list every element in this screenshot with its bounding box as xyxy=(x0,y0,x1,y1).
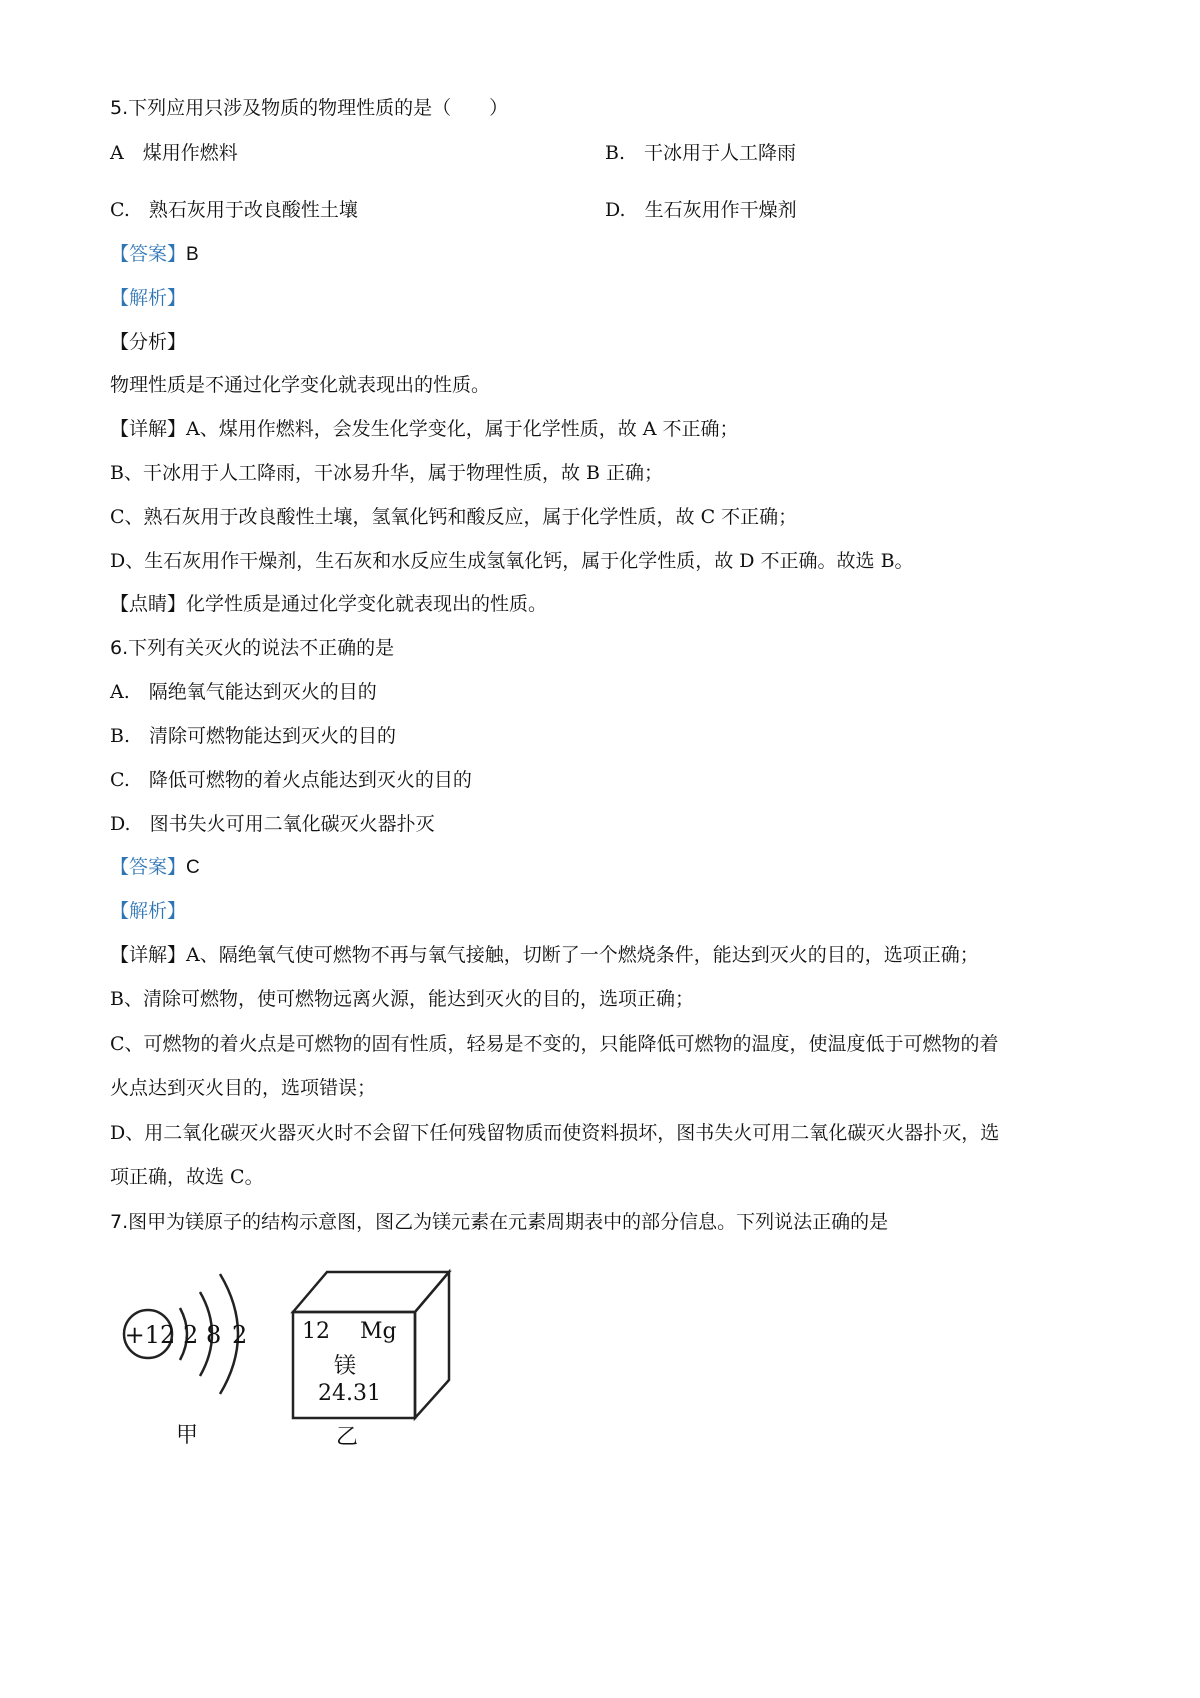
answer-value: B xyxy=(186,244,199,265)
q6-option-d: D. 图书失火可用二氧化碳灭火器扑灭 xyxy=(110,813,435,835)
detail-line: B、干冰用于人工降雨，干冰易升华，属于物理性质，故 B 正确； xyxy=(110,462,664,484)
cube-top-face xyxy=(293,1272,449,1312)
answer-tag: 【答案】 xyxy=(110,856,187,878)
analysis-heading: 【分析】 xyxy=(110,331,187,353)
figure-label-yi: 乙 xyxy=(336,1425,359,1450)
tip-line: 【点睛】化学性质是通过化学变化就表现出的性质。 xyxy=(110,593,548,615)
q6-option-a: A. 隔绝氧气能达到灭火的目的 xyxy=(110,681,377,703)
detail-line: 【详解】A、煤用作燃料，会发生化学变化，属于化学性质，故 A 不正确； xyxy=(110,418,739,440)
element-name: 镁 xyxy=(334,1354,357,1379)
nucleus-charge: +12 xyxy=(124,1321,176,1349)
q6-stem: 6.下列有关灭火的说法不正确的是 xyxy=(110,637,395,659)
atomic-number: 12 xyxy=(302,1319,330,1344)
answer-value: C xyxy=(186,857,200,878)
analysis-text: 物理性质是不通过化学变化就表现出的性质。 xyxy=(110,374,491,396)
q6-option-c: C. 降低可燃物的着火点能达到灭火的目的 xyxy=(110,769,472,791)
analysis-tag: 【解析】 xyxy=(110,287,187,309)
shell-electrons: 2 xyxy=(183,1321,199,1349)
q6-option-b: B. 清除可燃物能达到灭火的目的 xyxy=(110,725,397,747)
q5-option-b: B. 干冰用于人工降雨 xyxy=(605,142,797,164)
answer-tag: 【答案】 xyxy=(110,243,187,265)
q7-stem: 7.图甲为镁原子的结构示意图，图乙为镁元素在元素周期表中的部分信息。下列说法正确的是 xyxy=(110,1211,889,1233)
detail-line: C、熟石灰用于改良酸性土壤，氢氧化钙和酸反应，属于化学性质，故 C 不正确； xyxy=(110,506,798,528)
detail-line: B、清除可燃物，使可燃物远离火源，能达到灭火的目的，选项正确； xyxy=(110,988,694,1010)
shell-electrons: 2 xyxy=(232,1321,248,1349)
q5-option-d: D. 生石灰用作干燥剂 xyxy=(605,199,797,221)
figure-label-jia: 甲 xyxy=(176,1423,199,1448)
detail-line: 火点达到灭火目的，选项错误； xyxy=(110,1077,377,1099)
detail-line: C、可燃物的着火点是可燃物的固有性质，轻易是不变的，只能降低可燃物的温度，使温度低于可燃物的着 xyxy=(110,1033,999,1055)
q5-stem: 5.下列应用只涉及物质的物理性质的是（ ） xyxy=(110,97,509,119)
q5-option-c: C. 熟石灰用于改良酸性土壤 xyxy=(110,199,358,221)
detail-line: D、生石灰用作干燥剂，生石灰和水反应生成氢氧化钙，属于化学性质，故 D 不正确。故选 B。 xyxy=(110,550,914,572)
q5-option-a: A 煤用作燃料 xyxy=(110,142,238,164)
detail-line: 项正确，故选 C。 xyxy=(110,1166,264,1188)
detail-line: D、用二氧化碳灭火器灭火时不会留下任何残留物质而使资料损坏，图书失火可用二氧化碳灭火器扑灭，选 xyxy=(110,1122,1000,1144)
shell-electrons: 8 xyxy=(206,1321,222,1349)
element-symbol: Mg xyxy=(360,1319,397,1344)
detail-line: 【详解】A、隔绝氧气使可燃物不再与氧气接触，切断了一个燃烧条件，能达到灭火的目的，选项正确； xyxy=(110,944,979,966)
analysis-tag: 【解析】 xyxy=(110,900,187,922)
atomic-mass: 24.31 xyxy=(318,1381,381,1406)
cube-side-face xyxy=(415,1272,449,1418)
q5-answer-line xyxy=(110,242,199,267)
q6-answer-line xyxy=(110,855,200,880)
